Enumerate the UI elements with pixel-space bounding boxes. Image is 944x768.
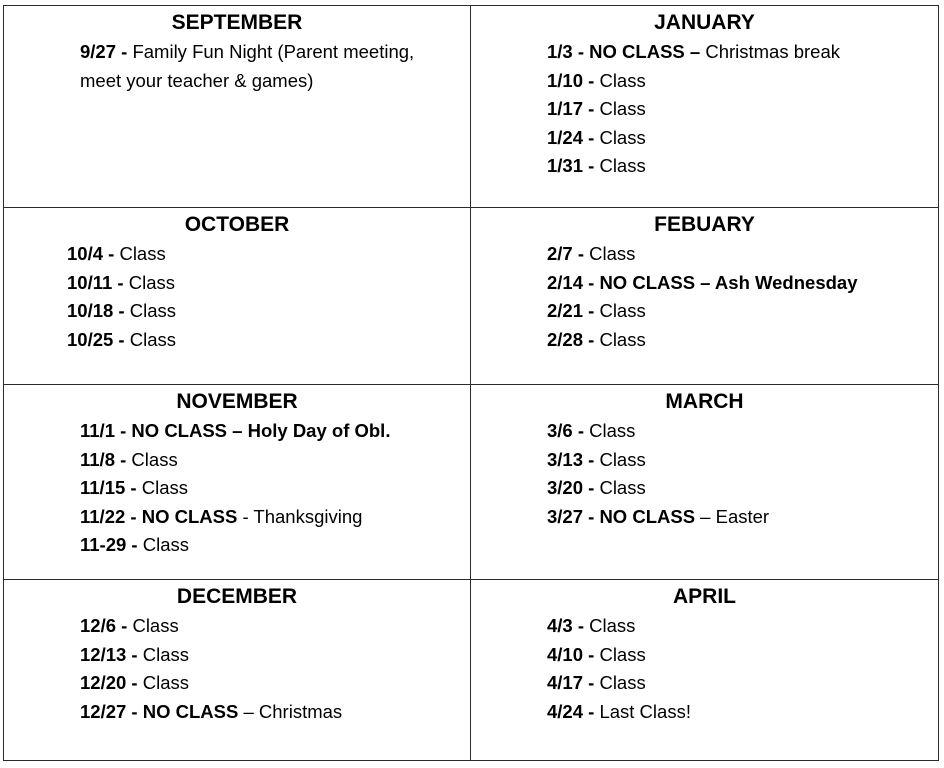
entry-list-october bbox=[4, 240, 470, 354]
class-schedule-table bbox=[3, 5, 939, 761]
entry-text: Class bbox=[584, 243, 636, 264]
schedule-row-4 bbox=[4, 580, 939, 761]
schedule-entry bbox=[547, 95, 938, 124]
entry-date: 3/20 - bbox=[547, 477, 595, 498]
schedule-entry bbox=[547, 474, 938, 503]
schedule-entry bbox=[80, 531, 470, 560]
entry-date: 1/24 - bbox=[547, 126, 595, 148]
month-cell-january bbox=[471, 6, 939, 208]
entry-date: 10/11 - bbox=[67, 271, 124, 293]
schedule-entry bbox=[67, 269, 470, 298]
schedule-entry bbox=[80, 698, 470, 727]
schedule-entry bbox=[547, 669, 938, 698]
entry-text: Class bbox=[127, 615, 179, 636]
month-title-febuary: FEBUARY bbox=[654, 213, 755, 236]
schedule-entry bbox=[67, 297, 470, 326]
entry-text: Class bbox=[594, 98, 646, 119]
schedule-entry bbox=[547, 269, 938, 298]
schedule-entry bbox=[547, 698, 938, 727]
entry-text: – Christmas bbox=[238, 700, 343, 722]
entry-list-september bbox=[4, 38, 470, 95]
entry-date: 11-29 - bbox=[80, 534, 138, 555]
entry-date: 3/27 - NO CLASS bbox=[547, 505, 696, 527]
entry-date: 4/3 - bbox=[547, 615, 585, 636]
month-title-march: MARCH bbox=[665, 390, 744, 413]
month-title-january: JANUARY bbox=[654, 11, 755, 34]
entry-text: Christmas break bbox=[700, 41, 841, 62]
entry-list-january bbox=[471, 38, 938, 181]
schedule-entry bbox=[80, 669, 470, 698]
entry-list-november bbox=[4, 417, 470, 560]
schedule-row-2 bbox=[4, 208, 939, 385]
entry-text: Class bbox=[594, 328, 646, 350]
entry-date: 12/13 - bbox=[80, 643, 138, 665]
entry-text: Class bbox=[124, 328, 177, 350]
schedule-entry bbox=[80, 641, 470, 670]
entry-date: 1/10 - bbox=[547, 69, 595, 91]
entry-text: Class bbox=[594, 126, 646, 148]
entry-date: 10/18 - bbox=[67, 300, 125, 321]
entry-text: Last Class! bbox=[594, 700, 691, 722]
schedule-entry bbox=[547, 124, 938, 153]
entry-date: 9/27 - bbox=[80, 41, 128, 62]
entry-text: Class bbox=[594, 643, 646, 665]
month-cell-september bbox=[4, 6, 471, 208]
entry-text: Class bbox=[137, 643, 190, 665]
entry-text: Family Fun Night (Parent meeting, meet your teacher & games) bbox=[80, 41, 415, 91]
schedule-entry bbox=[547, 67, 938, 96]
schedule-row-3 bbox=[4, 385, 939, 580]
entry-date: 2/21 - bbox=[547, 300, 595, 321]
month-title-september: SEPTEMBER bbox=[171, 11, 303, 34]
entry-text: Class bbox=[594, 69, 646, 91]
entry-text: Class bbox=[584, 420, 636, 441]
month-title-december: DECEMBER bbox=[176, 585, 298, 608]
schedule-entry bbox=[547, 612, 938, 641]
entry-text: Class bbox=[136, 477, 188, 498]
month-cell-october bbox=[4, 208, 471, 385]
entry-list-march bbox=[471, 417, 938, 531]
entry-text: Class bbox=[584, 615, 636, 636]
month-cell-march bbox=[471, 385, 939, 580]
schedule-entry bbox=[547, 38, 938, 67]
schedule-entry bbox=[547, 446, 938, 475]
entry-text: Class bbox=[594, 448, 646, 470]
entry-date: 11/8 - bbox=[80, 448, 127, 470]
entry-text: Class bbox=[124, 300, 177, 321]
schedule-entry bbox=[547, 503, 938, 532]
schedule-entry bbox=[80, 417, 470, 446]
entry-date: 12/6 - bbox=[80, 615, 128, 636]
entry-date: 4/10 - bbox=[547, 643, 595, 665]
entry-list-febuary bbox=[471, 240, 938, 354]
schedule-entry bbox=[547, 641, 938, 670]
schedule-entry bbox=[547, 152, 938, 181]
entry-date: 2/28 - bbox=[547, 328, 595, 350]
entry-text: Class bbox=[594, 672, 646, 693]
entry-text: – Easter bbox=[695, 505, 770, 527]
entry-text: Class bbox=[594, 477, 646, 498]
entry-date: 2/14 - NO CLASS – Ash Wednesday bbox=[547, 271, 858, 293]
schedule-entry bbox=[67, 326, 470, 355]
entry-text: Class bbox=[123, 271, 175, 293]
month-cell-december bbox=[4, 580, 471, 761]
entry-text: - Thanksgiving bbox=[237, 505, 363, 527]
entry-date: 1/17 - bbox=[547, 98, 595, 119]
entry-date: 12/27 - NO CLASS bbox=[80, 700, 239, 722]
schedule-entry bbox=[80, 503, 470, 532]
entry-text: Class bbox=[114, 243, 166, 264]
month-cell-november bbox=[4, 385, 471, 580]
entry-text: Class bbox=[137, 672, 190, 693]
schedule-entry bbox=[67, 240, 470, 269]
schedule-row-1 bbox=[4, 6, 939, 208]
schedule-entry bbox=[547, 240, 938, 269]
entry-list-december bbox=[4, 612, 470, 726]
schedule-entry bbox=[547, 297, 938, 326]
entry-date: 3/6 - bbox=[547, 420, 585, 441]
entry-date: 2/7 - bbox=[547, 243, 585, 264]
entry-date: 12/20 - bbox=[80, 672, 138, 693]
entry-text: Class bbox=[594, 155, 646, 176]
entry-list-april bbox=[471, 612, 938, 726]
entry-date: 4/24 - bbox=[547, 700, 595, 722]
schedule-entry bbox=[80, 446, 470, 475]
entry-text: Class bbox=[126, 448, 178, 470]
entry-text: Class bbox=[594, 300, 646, 321]
month-title-april: APRIL bbox=[673, 585, 736, 608]
month-cell-april bbox=[471, 580, 939, 761]
entry-date: 1/31 - bbox=[547, 155, 595, 176]
month-title-october: OCTOBER bbox=[184, 213, 290, 236]
entry-date: 11/1 - NO CLASS – Holy Day of Obl. bbox=[80, 420, 391, 441]
month-cell-febuary bbox=[471, 208, 939, 385]
entry-date: 4/17 - bbox=[547, 672, 595, 693]
entry-date: 10/4 - bbox=[67, 243, 115, 264]
schedule-entry bbox=[80, 474, 470, 503]
entry-date: 3/13 - bbox=[547, 448, 595, 470]
schedule-entry bbox=[547, 417, 938, 446]
entry-date: 10/25 - bbox=[67, 328, 125, 350]
schedule-entry bbox=[547, 326, 938, 355]
schedule-entry bbox=[80, 612, 470, 641]
entry-date: 11/15 - bbox=[80, 477, 137, 498]
schedule-entry bbox=[80, 38, 452, 95]
entry-date: 1/3 - NO CLASS – bbox=[547, 41, 701, 62]
entry-text: Class bbox=[137, 534, 190, 555]
month-title-november: NOVEMBER bbox=[176, 390, 298, 413]
entry-date: 11/22 - NO CLASS bbox=[80, 505, 238, 527]
